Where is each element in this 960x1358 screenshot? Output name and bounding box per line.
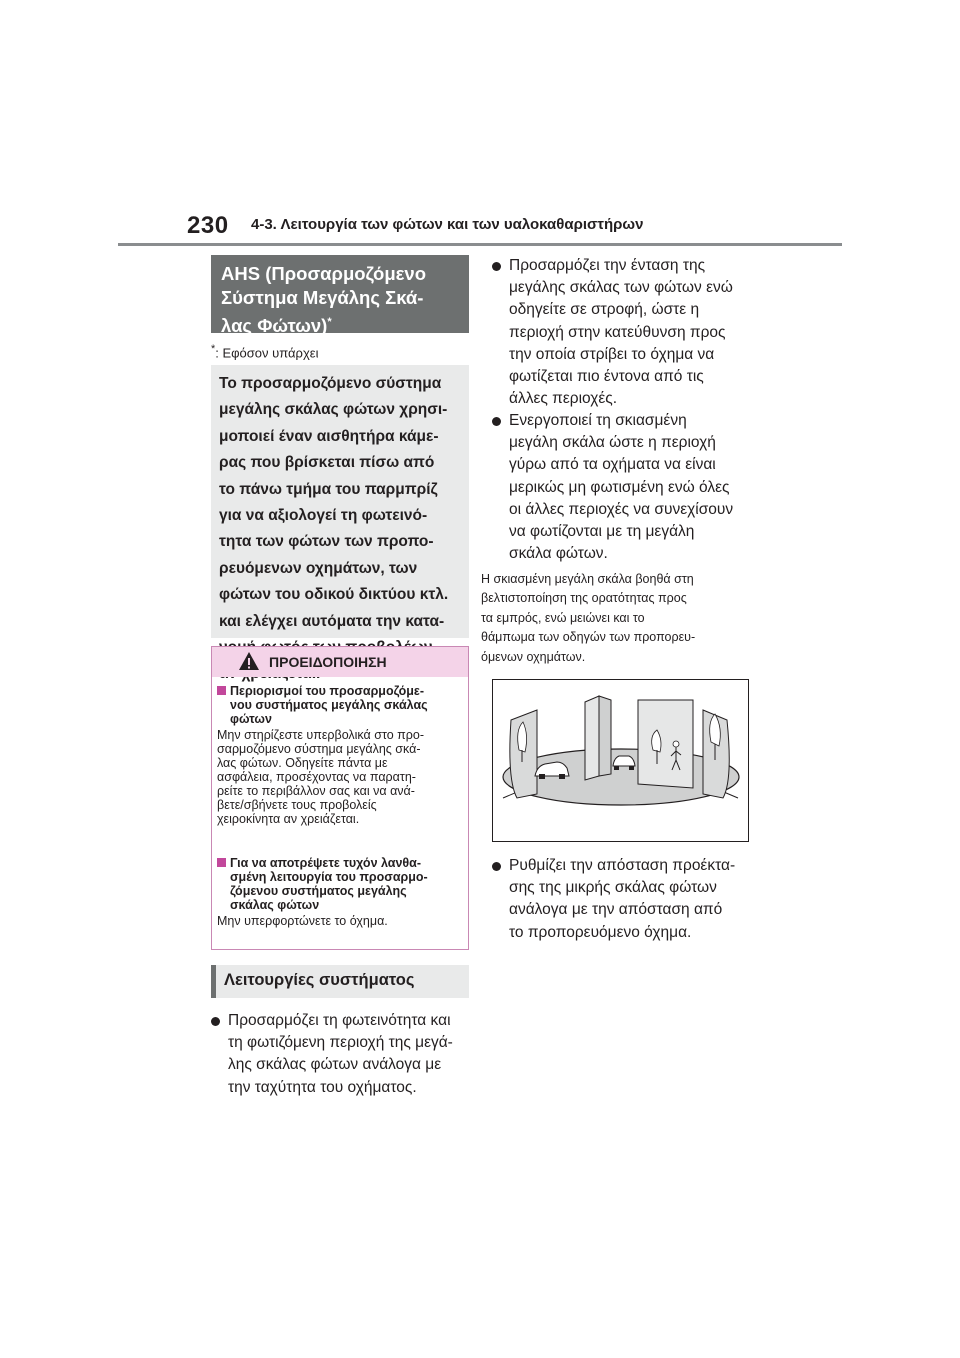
square-bullet-icon (217, 858, 226, 867)
functions-heading: Λειτουργίες συστήματος (211, 965, 469, 998)
intro-line: ρευόμενων οχημάτων, των (219, 559, 418, 577)
bullet-text: Προσαρμόζει τη φωτεινότητα και τη φωτιζόμενη περιοχή της μεγά- λης σκάλας φώτων ανάλογα με την ταχύτητα του οχήματος. (228, 1012, 453, 1096)
ahs-title-marker: * (327, 316, 332, 328)
bullet-dot-icon (492, 417, 501, 426)
warning-item (217, 856, 463, 928)
intro-line: και ελέγχει αυτόματα την κατα- (219, 612, 445, 630)
warning-body-line: Μην στηρίζεστε υπερβολικά στο προ- (217, 728, 424, 742)
warning-item-heading: νου συστήματος μεγάλης σκάλας (230, 698, 428, 712)
footnote (211, 343, 318, 360)
ahs-title-line: AHS (Προσαρμοζόμενο (221, 263, 427, 284)
warning-item-heading: ζόμενου συστήματος μεγάλης (230, 884, 407, 898)
intro-line: το πάνω τμήμα του παρμπρίζ (219, 480, 438, 498)
warning-item-heading: σκάλας φώτων (230, 898, 320, 912)
warning-body-line: χειροκίνητα αν χρειάζεται. (217, 812, 360, 826)
square-bullet-icon (217, 686, 226, 695)
feature-bullet (211, 1010, 469, 1102)
bullet-text: Προσαρμόζει την ένταση της μεγάλης σκάλας των φώτων ενώ οδηγείτε σε στροφή, ώστε η περιοχή στην κατεύθυνση προς την οποία στρίβει το όχημα να φωτίζεται πιο έντονα από τις άλλες περιοχές. (509, 257, 733, 408)
intro-box (211, 365, 469, 638)
warning-body-line: σαρμοζόμενο σύστημα μεγάλης σκά- (217, 742, 421, 756)
ahs-title-box (211, 255, 469, 337)
intro-line: μεγάλης σκάλας φώτων χρησι- (219, 401, 448, 419)
warning-item-body (217, 728, 463, 826)
shaded-beam-note: Η σκιασμένη μεγάλη σκάλα βοηθά στη βελτιστοποίηση της ορατότητας προς τα εμπρός, ενώ μειώνει και το θάμπωμα των οδηγών των προπορευ- όμενων οχημάτων. (481, 572, 696, 664)
feature-bullet (492, 255, 762, 411)
shaded-high-beam-illustration (492, 679, 749, 842)
bullet-dot-icon (492, 262, 501, 271)
footnote-text: : Εφόσον υπάρχει (215, 345, 319, 361)
warning-item-heading: Για να αποτρέψετε τυχόν λανθα- (217, 856, 463, 870)
running-head: 4-3. Λειτουργία των φώτων και των υαλοκαθαριστήρων (251, 216, 644, 233)
page-number: 230 (187, 212, 229, 239)
illustration-svg (493, 680, 748, 841)
feature-bullet (492, 855, 762, 947)
warning-body-line: βετε/σβήνετε τους προβολείς (217, 798, 377, 812)
bullet-text: Ενεργοποιεί τη σκιασμένη μεγάλη σκάλα ώστε η περιοχή γύρω από τα οχήματα να είναι μερικώς μη φωτισμένη ενώ όλες οι άλλες περιοχές να συνεχίσουν να φωτίζονται με τη μεγάλη σκάλα φώτων. (509, 412, 734, 563)
intro-line: Το προσαρμοζόμενο σύστημα (219, 375, 442, 392)
bullet-dot-icon (492, 862, 501, 871)
warning-header (212, 647, 468, 677)
warning-item (217, 684, 463, 826)
warning-title: ΠΡΟΕΙΔΟΠΟΙΗΣΗ (269, 654, 387, 670)
header-rule (118, 243, 842, 246)
ahs-title-line: Σύστημα Μεγάλης Σκά- (221, 287, 424, 308)
intro-line: φώτων του οδικού δικτύου κτλ. (219, 586, 449, 604)
warning-body-line: ασφάλεια, προσέχοντας να παρατη- (217, 770, 416, 784)
ahs-title-line: λας Φώτων)* (221, 315, 332, 337)
warning-body-line: ρείτε το περιβάλλον σας και να ανά- (217, 784, 415, 798)
bullet-dot-icon (211, 1017, 220, 1026)
warning-body-line: λας φώτων. Οδηγείτε πάντα με (217, 756, 388, 770)
intro-line: μοποιεί έναν αισθητήρα κάμε- (219, 427, 439, 445)
intro-line: ρας που βρίσκεται πίσω από (219, 454, 435, 472)
warning-triangle-icon (238, 651, 260, 671)
intro-line: τητα των φώτων των προπο- (219, 533, 434, 551)
warning-item-heading: φώτων (230, 712, 272, 726)
intro-line: για να αξιολογεί τη φωτεινό- (219, 507, 428, 525)
warning-box (211, 646, 469, 950)
warning-item-heading: σμένη λειτουργία του προσαρμο- (230, 870, 428, 884)
footnote-marker: * (211, 343, 216, 355)
warning-body-line: Μην υπερφορτώνετε το όχημα. (217, 914, 388, 928)
bullet-text: Ρυθμίζει την απόσταση προέκτα- σης της μικρής σκάλας φώτων ανάλογα με την απόσταση από το προπορευόμενο όχημα. (509, 857, 736, 941)
warning-item-heading: Περιορισμοί του προσαρμοζόμε- (217, 684, 463, 698)
warning-item-body (217, 914, 463, 928)
feature-bullet (492, 410, 762, 566)
